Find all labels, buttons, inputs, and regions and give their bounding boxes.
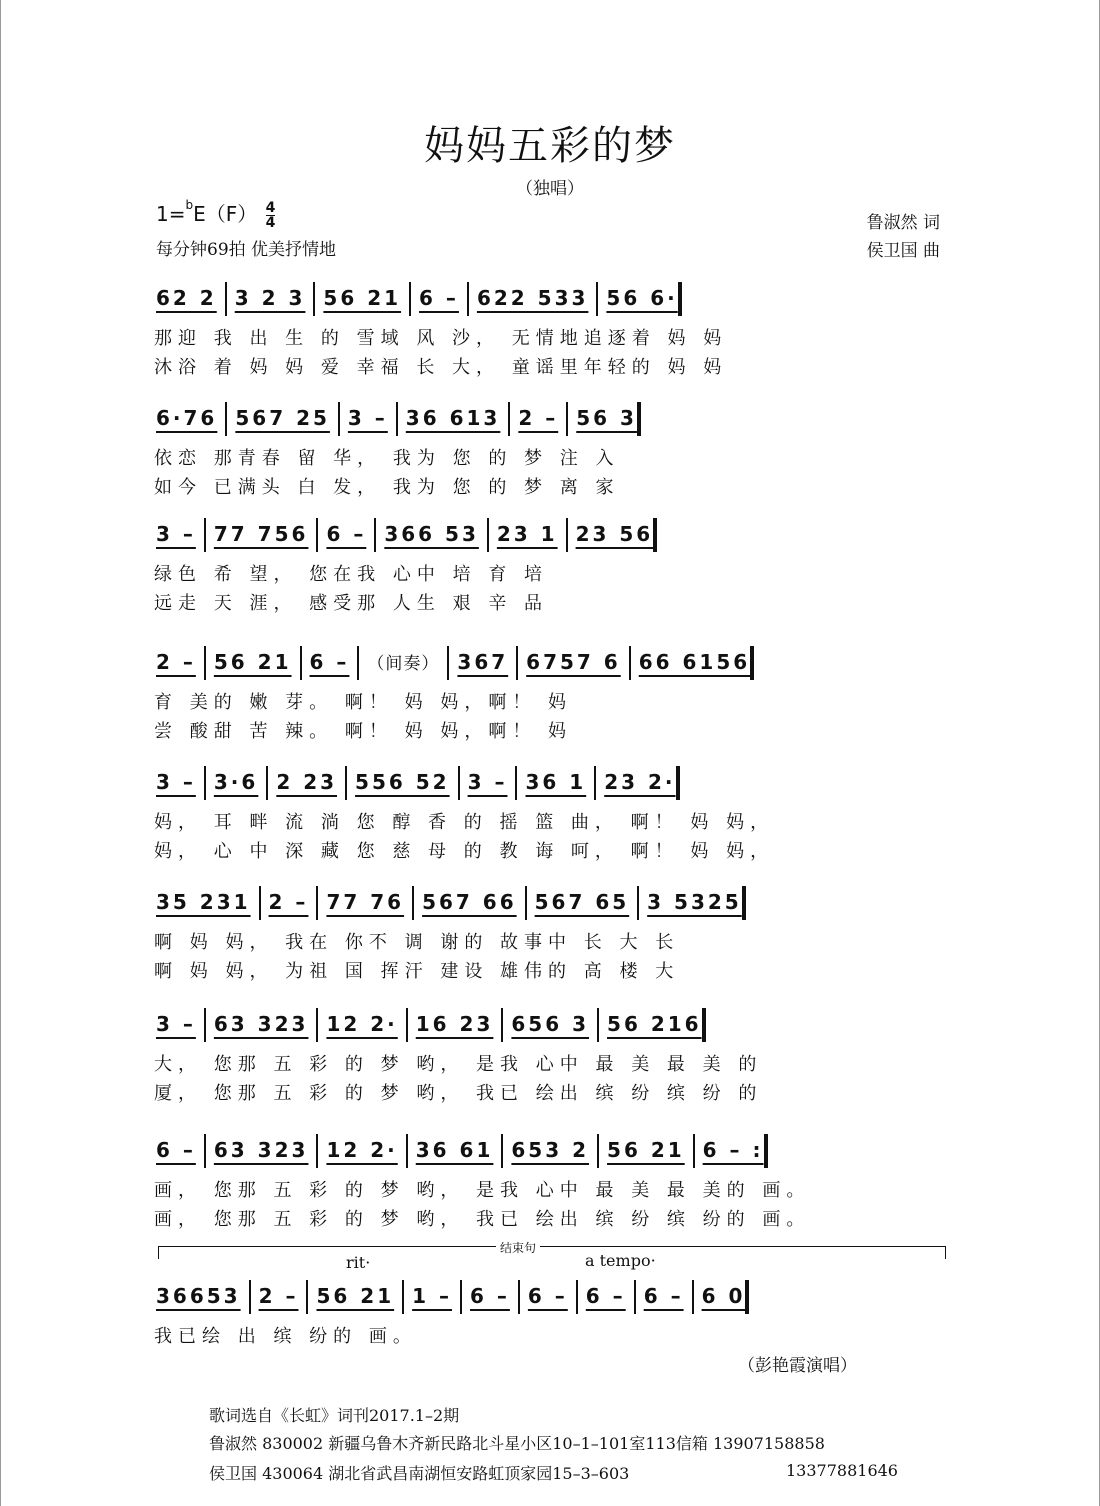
measure: 567 25 bbox=[235, 405, 330, 430]
barline bbox=[249, 1280, 251, 1314]
lyrics-verse-1: 依恋 那青春 留 华， 我为 您 的 梦 注 入 bbox=[154, 448, 620, 469]
barline bbox=[396, 402, 398, 436]
measure: 2 – bbox=[268, 889, 309, 914]
footer-phone-composer: 13377881646 bbox=[786, 1461, 898, 1480]
key-signature bbox=[156, 198, 275, 230]
barline bbox=[225, 402, 227, 436]
measure: 6 – bbox=[156, 1137, 196, 1162]
barline bbox=[576, 1280, 578, 1314]
final-barline bbox=[742, 886, 746, 920]
barline bbox=[629, 646, 631, 680]
measure: 35 231 bbox=[156, 889, 251, 914]
measure: 56 21 bbox=[316, 1283, 395, 1308]
key-prefix: 1= bbox=[156, 202, 186, 226]
measure: 1 – bbox=[412, 1283, 453, 1308]
measure: 23 2· bbox=[604, 769, 676, 794]
measure: 367 bbox=[457, 649, 509, 674]
lyrics-verse-1: 育 美的 嫩 芽。 啊！ 妈 妈，啊！ 妈 bbox=[154, 692, 573, 713]
barline bbox=[458, 766, 460, 800]
barline bbox=[357, 646, 359, 680]
staff-line bbox=[156, 402, 950, 436]
final-barline bbox=[702, 1008, 706, 1042]
barline bbox=[693, 1134, 695, 1168]
barline bbox=[225, 282, 227, 316]
lyrics-verse-1: 那迎 我 出 生 的 雪域 风 沙， 无情地追逐着 妈 妈 bbox=[154, 328, 728, 349]
performer-credit: （彭艳霞演唱） bbox=[738, 1356, 857, 1376]
lyrics-verse-1: 画， 您那 五 彩 的 梦 哟， 是我 心中 最 美 最 美的 画。 bbox=[154, 1180, 811, 1201]
measure: 6 – bbox=[326, 521, 367, 546]
lyrics-verse-1: 妈， 耳 畔 流 淌 您 醇 香 的 摇 篮 曲， 啊！ 妈 妈， bbox=[154, 812, 775, 833]
lyrics-verse-2: 啊 妈 妈， 为祖 国 挥汗 建设 雄伟的 高 楼 大 bbox=[154, 961, 680, 982]
measure: 6·76 bbox=[156, 405, 218, 430]
final-barline bbox=[653, 518, 657, 552]
barline bbox=[518, 1280, 520, 1314]
staff-line bbox=[156, 646, 950, 680]
lyrics-verse-2: 画， 您那 五 彩 的 梦 哟， 我已 绘出 缤 纷 缤 纷的 画。 bbox=[154, 1209, 811, 1230]
measure: 56 21 bbox=[607, 1137, 685, 1162]
measure: 6757 6 bbox=[526, 649, 621, 674]
measure: 6 – : bbox=[702, 1137, 764, 1162]
measure: 3 – bbox=[156, 769, 196, 794]
lyrics-verse-2: 远走 天 涯， 感受那 人生 艰 辛 品 bbox=[154, 593, 549, 614]
final-barline bbox=[745, 1280, 749, 1314]
barline bbox=[204, 1008, 206, 1042]
barline bbox=[409, 282, 411, 316]
barline bbox=[447, 646, 449, 680]
lyrics-verse-1: 我已绘 出 缤 纷的 画。 bbox=[154, 1326, 417, 1347]
barline bbox=[515, 766, 517, 800]
lyrics-verse-2: 如今 已满头 白 发， 我为 您 的 梦 离 家 bbox=[154, 477, 620, 498]
barline bbox=[316, 1134, 318, 1168]
barline bbox=[266, 766, 268, 800]
barline bbox=[316, 518, 318, 552]
measure: 567 66 bbox=[422, 889, 517, 914]
measure: 6 – bbox=[643, 1283, 684, 1308]
footer-address-lyricist: 鲁淑然 830002 新疆乌鲁木齐新民路北斗星小区10–1–101室113信箱 13907158858 bbox=[209, 1434, 825, 1453]
barline bbox=[406, 1134, 408, 1168]
measure: 77 76 bbox=[326, 889, 405, 914]
barline bbox=[204, 646, 206, 680]
barline bbox=[501, 1134, 503, 1168]
measure: 2 23 bbox=[276, 769, 338, 794]
barline bbox=[338, 402, 340, 436]
barline bbox=[204, 1134, 206, 1168]
barline bbox=[596, 282, 598, 316]
ending-bracket bbox=[158, 1246, 946, 1259]
measure: 12 2· bbox=[326, 1011, 398, 1036]
measure: 36 61 bbox=[415, 1137, 494, 1162]
measure: 36 613 bbox=[405, 405, 501, 430]
lyrics-verse-2: 妈， 心 中 深 藏 您 慈 母 的 教 诲 呵， 啊！ 妈 妈， bbox=[154, 841, 775, 862]
barline bbox=[692, 1280, 694, 1314]
staff-line bbox=[156, 1134, 950, 1168]
meter-top: 4 bbox=[265, 200, 276, 216]
barline bbox=[374, 518, 376, 552]
measure: 6 – bbox=[419, 285, 459, 310]
barline bbox=[259, 886, 261, 920]
staff-line bbox=[156, 766, 950, 800]
lyrics-verse-1: 大， 您那 五 彩 的 梦 哟， 是我 心中 最 美 最 美 的 bbox=[154, 1054, 763, 1075]
barline bbox=[460, 1280, 462, 1314]
lyricist-credit: 鲁淑然 词 bbox=[866, 213, 940, 233]
lyrics-verse-2: 沐浴 着 妈 妈 爱 幸福 长 大， 童谣里年轻的 妈 妈 bbox=[154, 357, 728, 378]
measure: 366 53 bbox=[384, 521, 479, 546]
measure: 23 1 bbox=[496, 521, 558, 546]
song-title: 妈妈五彩的梦 bbox=[424, 123, 676, 169]
staff-line bbox=[156, 886, 950, 920]
barline bbox=[402, 1280, 404, 1314]
measure: 3 2 3 bbox=[234, 285, 306, 310]
barline bbox=[508, 402, 510, 436]
barline bbox=[487, 518, 489, 552]
measure: 6 – bbox=[527, 1283, 568, 1308]
measure: 6 – bbox=[585, 1283, 626, 1308]
measure: 56 21 bbox=[323, 285, 402, 310]
measure: 3 – bbox=[467, 769, 508, 794]
key-note: E（F） bbox=[193, 202, 258, 226]
barline bbox=[525, 886, 527, 920]
song-subtitle: （独唱） bbox=[516, 179, 584, 199]
measure: 77 756 bbox=[213, 521, 309, 546]
ending-label: 结束句 bbox=[496, 1239, 540, 1256]
measure: 2 – bbox=[156, 649, 196, 674]
barline bbox=[316, 1008, 318, 1042]
measure: 62 2 bbox=[156, 285, 217, 310]
measure: 23 56 bbox=[575, 521, 654, 546]
measure: 2 – bbox=[518, 405, 559, 430]
barline bbox=[204, 518, 206, 552]
lyrics-verse-1: 啊 妈 妈， 我在 你不 调 谢的 故事中 长 大 长 bbox=[154, 932, 680, 953]
measure: 56 6· bbox=[606, 285, 678, 310]
barline bbox=[594, 766, 596, 800]
barline bbox=[637, 886, 639, 920]
barline bbox=[345, 766, 347, 800]
flat-sign: b bbox=[185, 198, 194, 212]
a-tempo-marking: a tempo· bbox=[585, 1251, 656, 1270]
measure: 56 216 bbox=[607, 1011, 702, 1036]
meter-bottom: 4 bbox=[265, 215, 276, 231]
final-barline bbox=[678, 282, 682, 316]
barline bbox=[597, 1134, 599, 1168]
barline bbox=[566, 518, 568, 552]
barline bbox=[467, 282, 469, 316]
measure: 12 2· bbox=[326, 1137, 398, 1162]
measure: 567 65 bbox=[534, 889, 630, 914]
final-barline bbox=[750, 646, 754, 680]
measure: 63 323 bbox=[213, 1011, 309, 1036]
measure: 56 21 bbox=[213, 649, 292, 674]
barline bbox=[316, 886, 318, 920]
final-barline bbox=[676, 766, 680, 800]
measure: 56 3 bbox=[576, 405, 637, 430]
barline bbox=[516, 646, 518, 680]
measure: 3 – bbox=[347, 405, 388, 430]
measure: 3 – bbox=[156, 521, 196, 546]
rit-marking: rit· bbox=[346, 1253, 371, 1272]
barline bbox=[406, 1008, 408, 1042]
measure: 2 – bbox=[258, 1283, 299, 1308]
staff-line bbox=[156, 282, 950, 316]
measure: 16 23 bbox=[415, 1011, 494, 1036]
lyrics-verse-2: 厦， 您那 五 彩 的 梦 哟， 我已 绘出 缤 纷 缤 纷 的 bbox=[154, 1083, 763, 1104]
measure: 653 2 bbox=[511, 1137, 590, 1162]
barline bbox=[204, 766, 206, 800]
measure: 3 5325 bbox=[647, 889, 742, 914]
measure: 3 – bbox=[156, 1011, 196, 1036]
measure: 6 – bbox=[309, 649, 350, 674]
measure: 66 6156 bbox=[638, 649, 751, 674]
staff-line bbox=[156, 1280, 950, 1314]
measure: 6 0 bbox=[701, 1283, 746, 1308]
final-barline bbox=[764, 1134, 768, 1168]
measure: （间奏） bbox=[367, 653, 440, 674]
barline bbox=[412, 886, 414, 920]
lyrics-verse-1: 绿色 希 望， 您在我 心中 培 育 培 bbox=[154, 564, 549, 585]
composer-credit: 侯卫国 曲 bbox=[866, 241, 940, 261]
barline bbox=[313, 282, 315, 316]
final-barline bbox=[637, 402, 641, 436]
measure: 36 1 bbox=[525, 769, 587, 794]
barline bbox=[597, 1008, 599, 1042]
staff-line bbox=[156, 1008, 950, 1042]
time-signature bbox=[266, 201, 276, 230]
footer-address-composer: 侯卫国 430064 湖北省武昌南湖恒安路虹顶家园15–3–603 bbox=[209, 1464, 630, 1483]
footer-source: 歌词选自《长虹》词刊2017.1–2期 bbox=[209, 1406, 460, 1425]
measure: 556 52 bbox=[355, 769, 450, 794]
measure: 36653 bbox=[156, 1283, 241, 1308]
lyrics-verse-2: 尝 酸甜 苦 辣。 啊！ 妈 妈，啊！ 妈 bbox=[154, 721, 573, 742]
measure: 3·6 bbox=[213, 769, 259, 794]
barline bbox=[306, 1280, 308, 1314]
barline bbox=[501, 1008, 503, 1042]
measure: 622 533 bbox=[476, 285, 589, 310]
barline bbox=[566, 402, 568, 436]
measure: 6 – bbox=[470, 1283, 510, 1308]
barline bbox=[634, 1280, 636, 1314]
barline bbox=[300, 646, 302, 680]
measure: 656 3 bbox=[511, 1011, 590, 1036]
tempo-marking: 每分钟69拍 优美抒情地 bbox=[156, 240, 337, 260]
measure: 63 323 bbox=[213, 1137, 309, 1162]
staff-line bbox=[156, 518, 950, 552]
